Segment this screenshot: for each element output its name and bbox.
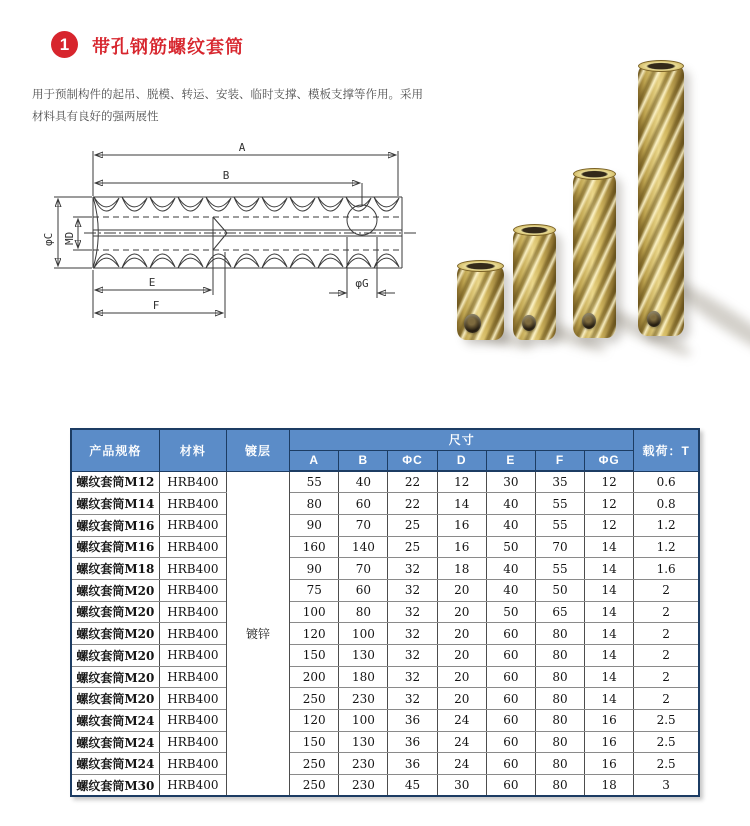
- cell-dim: 80: [339, 601, 388, 623]
- cell-dim: 24: [437, 731, 486, 753]
- cell-load: 2.5: [634, 753, 699, 775]
- cell-dim: 140: [339, 536, 388, 558]
- cell-dim: 45: [388, 775, 437, 797]
- cell-dim: 12: [437, 471, 486, 493]
- cell-dim: 35: [535, 471, 584, 493]
- cell-load: 2: [634, 623, 699, 645]
- table-row: [71, 645, 699, 667]
- cell-coating: 镀锌: [226, 471, 289, 796]
- cell-dim: 120: [290, 710, 339, 732]
- table-row: [71, 471, 699, 493]
- col-header-coating: 镀层: [226, 429, 289, 471]
- cell-load: 2: [634, 645, 699, 667]
- cell-dim: 50: [486, 601, 535, 623]
- cell-material: HRB400: [159, 710, 226, 732]
- cell-material: HRB400: [159, 666, 226, 688]
- cell-dim: 14: [585, 688, 634, 710]
- cell-material: HRB400: [159, 688, 226, 710]
- cell-product: 螺纹套筒M20: [71, 623, 159, 645]
- cell-material: HRB400: [159, 645, 226, 667]
- cell-dim: 40: [486, 493, 535, 515]
- cell-dim: 16: [437, 536, 486, 558]
- cell-dim: 50: [535, 579, 584, 601]
- cell-dim: 60: [339, 493, 388, 515]
- cell-dim: 120: [290, 623, 339, 645]
- cell-dim: 60: [486, 623, 535, 645]
- product-description: [32, 84, 462, 128]
- cell-material: HRB400: [159, 514, 226, 536]
- table-row: [71, 710, 699, 732]
- cell-dim: 250: [290, 775, 339, 797]
- cell-dim: 14: [585, 666, 634, 688]
- cell-dim: 60: [486, 688, 535, 710]
- cell-load: 2.5: [634, 731, 699, 753]
- cell-dim: 230: [339, 688, 388, 710]
- description-line-2: 材料具有良好的强两展性: [32, 111, 159, 123]
- cell-dim: 80: [535, 731, 584, 753]
- col-header-material: 材料: [159, 429, 226, 471]
- table-row: [71, 753, 699, 775]
- sleeve-photo-small: [457, 264, 504, 340]
- cell-dim: 25: [388, 536, 437, 558]
- cell-dim: 60: [486, 645, 535, 667]
- cell-dim: 80: [535, 666, 584, 688]
- dimension-a: [93, 141, 398, 196]
- cell-dim: 130: [339, 731, 388, 753]
- cell-dim: 32: [388, 623, 437, 645]
- cell-dim: 20: [437, 645, 486, 667]
- cell-product: 螺纹套筒M24: [71, 710, 159, 732]
- table-row: [71, 493, 699, 515]
- cell-dim: 16: [585, 753, 634, 775]
- col-header-dim-g: ΦG: [585, 450, 634, 471]
- cell-dim: 25: [388, 514, 437, 536]
- cell-dim: 16: [437, 514, 486, 536]
- cell-dim: 30: [486, 471, 535, 493]
- cell-dim: 60: [486, 753, 535, 775]
- cell-product: 螺纹套筒M16: [71, 536, 159, 558]
- dim-label-e: E: [148, 276, 156, 289]
- sleeve-photo-xlarge: [638, 64, 684, 336]
- cell-dim: 14: [585, 558, 634, 580]
- cell-dim: 70: [339, 514, 388, 536]
- cell-dim: 55: [535, 558, 584, 580]
- col-header-dim-f: F: [535, 450, 584, 471]
- description-line-1: 用于预制构件的起吊、脱模、转运、安装、临时支撑、模板支撑等作用。采用: [32, 89, 423, 101]
- table-row: [71, 514, 699, 536]
- cell-dim: 14: [585, 579, 634, 601]
- cell-dim: 80: [535, 645, 584, 667]
- col-header-dim-c: ΦC: [388, 450, 437, 471]
- cell-product: 螺纹套筒M20: [71, 645, 159, 667]
- cell-dim: 40: [339, 471, 388, 493]
- cell-product: 螺纹套筒M30: [71, 775, 159, 797]
- cell-dim: 55: [535, 493, 584, 515]
- cell-dim: 55: [535, 514, 584, 536]
- cell-product: 螺纹套筒M18: [71, 558, 159, 580]
- cell-load: 2: [634, 601, 699, 623]
- cell-dim: 24: [437, 753, 486, 775]
- cell-dim: 12: [585, 471, 634, 493]
- cell-dim: 36: [388, 753, 437, 775]
- cell-dim: 24: [437, 710, 486, 732]
- dim-label-b: B: [222, 169, 230, 182]
- cell-dim: 18: [437, 558, 486, 580]
- cell-dim: 22: [388, 493, 437, 515]
- cell-load: 2: [634, 666, 699, 688]
- cell-dim: 90: [290, 558, 339, 580]
- cell-dim: 60: [486, 731, 535, 753]
- cell-dim: 70: [339, 558, 388, 580]
- cell-dim: 14: [585, 645, 634, 667]
- col-header-dim-a: A: [290, 450, 339, 471]
- cell-product: 螺纹套筒M12: [71, 471, 159, 493]
- cell-dim: 130: [339, 645, 388, 667]
- table-row: [71, 536, 699, 558]
- cell-dim: 250: [290, 688, 339, 710]
- cell-dim: 160: [290, 536, 339, 558]
- cell-material: HRB400: [159, 731, 226, 753]
- cell-load: 2: [634, 579, 699, 601]
- cell-dim: 18: [585, 775, 634, 797]
- table-row: [71, 623, 699, 645]
- cell-dim: 230: [339, 753, 388, 775]
- tech-drawing: [40, 140, 435, 352]
- dim-label-c: φC: [42, 232, 55, 246]
- cell-dim: 200: [290, 666, 339, 688]
- cell-dim: 80: [535, 775, 584, 797]
- cell-dim: 32: [388, 579, 437, 601]
- cell-material: HRB400: [159, 601, 226, 623]
- cell-dim: 30: [437, 775, 486, 797]
- table-row: [71, 688, 699, 710]
- cell-load: 1.2: [634, 514, 699, 536]
- cell-dim: 40: [486, 514, 535, 536]
- cell-dim: 80: [535, 623, 584, 645]
- sleeve-photo-medium: [513, 228, 556, 340]
- col-header-dim-b: B: [339, 450, 388, 471]
- cell-dim: 32: [388, 645, 437, 667]
- table-row: [71, 731, 699, 753]
- cell-dim: 20: [437, 579, 486, 601]
- cell-dim: 60: [339, 579, 388, 601]
- cell-dim: 100: [290, 601, 339, 623]
- col-header-size-group: 尺寸: [290, 429, 634, 450]
- cell-product: 螺纹套筒M24: [71, 731, 159, 753]
- cell-dim: 50: [486, 536, 535, 558]
- spec-table-body: [71, 471, 699, 796]
- dim-label-md: MD: [63, 231, 76, 245]
- cell-dim: 150: [290, 645, 339, 667]
- cell-load: 1.6: [634, 558, 699, 580]
- cell-dim: 80: [290, 493, 339, 515]
- cell-dim: 36: [388, 731, 437, 753]
- cell-dim: 60: [486, 710, 535, 732]
- cell-dim: 180: [339, 666, 388, 688]
- col-header-dim-e: E: [486, 450, 535, 471]
- dim-label-a: A: [238, 141, 246, 154]
- cell-load: 0.6: [634, 471, 699, 493]
- cell-product: 螺纹套筒M20: [71, 601, 159, 623]
- cell-dim: 60: [486, 775, 535, 797]
- cell-product: 螺纹套筒M14: [71, 493, 159, 515]
- cell-dim: 90: [290, 514, 339, 536]
- cell-dim: 20: [437, 601, 486, 623]
- cell-dim: 32: [388, 666, 437, 688]
- col-header-dim-d: D: [437, 450, 486, 471]
- cell-dim: 14: [585, 601, 634, 623]
- cell-material: HRB400: [159, 579, 226, 601]
- cell-dim: 80: [535, 753, 584, 775]
- dim-label-f: F: [152, 299, 160, 312]
- cell-product: 螺纹套筒M24: [71, 753, 159, 775]
- cell-product: 螺纹套筒M20: [71, 688, 159, 710]
- cell-dim: 100: [339, 623, 388, 645]
- cell-dim: 16: [585, 731, 634, 753]
- cell-dim: 65: [535, 601, 584, 623]
- cell-material: HRB400: [159, 471, 226, 493]
- page-title: 带孔钢筋螺纹套筒: [92, 37, 244, 57]
- cell-dim: 250: [290, 753, 339, 775]
- cell-dim: 14: [585, 623, 634, 645]
- cell-load: 2: [634, 688, 699, 710]
- cell-dim: 20: [437, 688, 486, 710]
- cell-product: 螺纹套筒M20: [71, 579, 159, 601]
- cell-dim: 60: [486, 666, 535, 688]
- spec-table-header: [71, 429, 699, 471]
- table-row: [71, 579, 699, 601]
- dim-label-g: φG: [355, 277, 369, 290]
- cell-material: HRB400: [159, 558, 226, 580]
- table-row: [71, 558, 699, 580]
- cell-dim: 70: [535, 536, 584, 558]
- cell-dim: 16: [585, 710, 634, 732]
- sleeve-photo-large: [573, 172, 616, 338]
- cell-dim: 32: [388, 558, 437, 580]
- cell-dim: 14: [585, 536, 634, 558]
- cell-dim: 12: [585, 514, 634, 536]
- cell-dim: 12: [585, 493, 634, 515]
- cell-dim: 230: [339, 775, 388, 797]
- cell-material: HRB400: [159, 623, 226, 645]
- cell-load: 1.2: [634, 536, 699, 558]
- spec-table: [70, 428, 700, 797]
- cell-dim: 20: [437, 666, 486, 688]
- sleeve-outline: [84, 197, 416, 268]
- cell-product: 螺纹套筒M16: [71, 514, 159, 536]
- cell-dim: 22: [388, 471, 437, 493]
- cell-product: 螺纹套筒M20: [71, 666, 159, 688]
- col-header-load: 载荷：T: [634, 429, 699, 471]
- section-number-badge: 1: [51, 31, 78, 58]
- col-header-product: 产品规格: [71, 429, 159, 471]
- cell-dim: 55: [290, 471, 339, 493]
- cell-dim: 150: [290, 731, 339, 753]
- cell-load: 0.8: [634, 493, 699, 515]
- cell-dim: 75: [290, 579, 339, 601]
- cell-load: 2.5: [634, 710, 699, 732]
- cell-dim: 14: [437, 493, 486, 515]
- cell-material: HRB400: [159, 753, 226, 775]
- cell-dim: 100: [339, 710, 388, 732]
- cell-dim: 80: [535, 710, 584, 732]
- cell-material: HRB400: [159, 493, 226, 515]
- cell-material: HRB400: [159, 775, 226, 797]
- cell-dim: 36: [388, 710, 437, 732]
- cell-dim: 32: [388, 688, 437, 710]
- cell-material: HRB400: [159, 536, 226, 558]
- table-row: [71, 666, 699, 688]
- table-row: [71, 601, 699, 623]
- product-photo: [445, 58, 745, 350]
- cell-load: 3: [634, 775, 699, 797]
- cell-dim: 40: [486, 579, 535, 601]
- cell-dim: 20: [437, 623, 486, 645]
- cell-dim: 32: [388, 601, 437, 623]
- table-row: [71, 775, 699, 797]
- cell-dim: 40: [486, 558, 535, 580]
- cell-dim: 80: [535, 688, 584, 710]
